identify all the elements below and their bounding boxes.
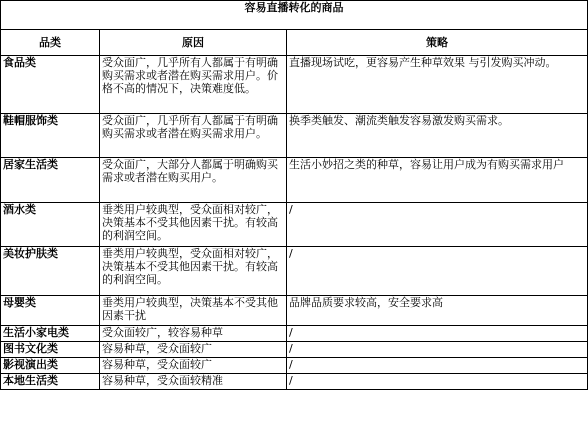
reason-cell: 垂类用户较典型，受众面相对较广，决策基本不受其他因素干扰。有较高的利润空间。 [100,247,287,296]
category-cell: 生活小家电类 [1,326,100,342]
table-row [1,203,588,247]
reason-cell: 容易种草，受众面较广 [100,358,287,374]
header-strategy: 策略 [287,30,588,56]
reason-cell: 受众面广，大部分人都属于明确购买需求或者潜在购买用户。 [100,158,287,203]
strategy-cell: / [287,342,588,358]
category-cell: 鞋帽服饰类 [1,114,100,158]
title-row [1,1,588,30]
reason-cell: 受众面较广，较容易种草 [100,326,287,342]
category-cell: 本地生活类 [1,374,100,390]
category-cell: 母婴类 [1,296,100,326]
table-row [1,358,588,374]
category-cell: 食品类 [1,56,100,114]
header-category: 品类 [1,30,100,56]
category-cell: 图书文化类 [1,342,100,358]
table-row [1,56,588,114]
reason-cell: 容易种草，受众面较精准 [100,374,287,390]
reason-cell: 受众面广，几乎所有人都属于有明确购买需求或者潜在购买需求用户。 [100,114,287,158]
category-cell: 美妆护肤类 [1,247,100,296]
table-title: 容易直播转化的商品 [1,1,588,30]
table-row [1,342,588,358]
category-cell: 影视演出类 [1,358,100,374]
strategy-cell: 直播现场试吃，更容易产生种草效果 与引发购买冲动。 [287,56,588,114]
strategy-cell: / [287,326,588,342]
table-row [1,326,588,342]
table-row [1,158,588,203]
strategy-cell: 换季类触发、潮流类触发容易激发购买需求。 [287,114,588,158]
header-reason: 原因 [100,30,287,56]
strategy-cell: / [287,358,588,374]
table-row [1,114,588,158]
strategy-cell: / [287,374,588,390]
reason-cell: 容易种草，受众面较广 [100,342,287,358]
table-row [1,296,588,326]
strategy-cell: 品牌品质要求较高，安全要求高 [287,296,588,326]
category-cell: 酒水类 [1,203,100,247]
table-row [1,374,588,390]
strategy-cell: 生活小妙招之类的种草，容易让用户成为有购买需求用户 [287,158,588,203]
reason-cell: 受众面广，几乎所有人都属于有明确购买需求或者潜在购买需求用户。价格不高的情况下，决策难度低。 [100,56,287,114]
strategy-cell: / [287,203,588,247]
reason-cell: 垂类用户较典型，决策基本不受其他因素干扰 [100,296,287,326]
header-row [1,30,588,56]
table-row [1,247,588,296]
reason-cell: 垂类用户较典型，受众面相对较广，决策基本不受其他因素干扰。有较高的利润空间。 [100,203,287,247]
strategy-cell: / [287,247,588,296]
category-cell: 居家生活类 [1,158,100,203]
